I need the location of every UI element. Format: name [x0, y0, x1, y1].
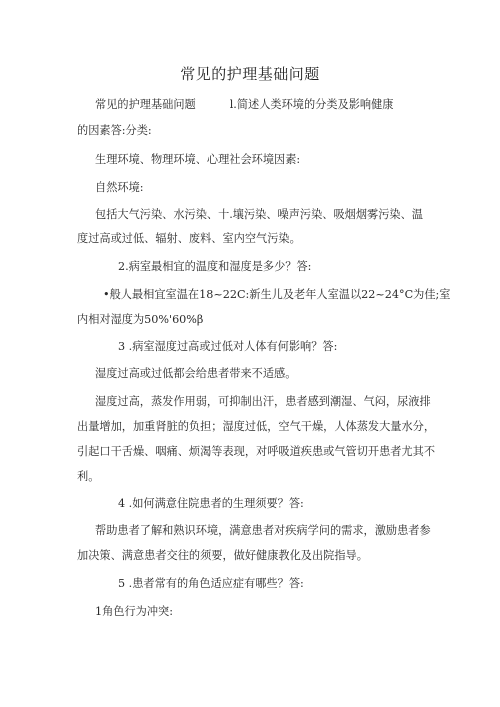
paragraph-line: 的因素答:分类: [77, 124, 152, 137]
paragraph-line: 出量增加，加重肾脏的负担；湿度过低，空气干燥，人体蒸发大量水分， [77, 420, 436, 433]
question-heading: 3 .病室湿度过高或过低对人体有何影响？答: [118, 340, 338, 353]
question-heading: 5 .患者常有的角色适应症有哪些？答: [118, 577, 304, 590]
question-text: l.简述人类环境的分类及影响健康 [229, 98, 394, 111]
paragraph-line: 加决策、满意患者交往的须要，做好健康教化及出院指导。 [77, 549, 368, 562]
paragraph-line: 内相对湿度为50%'60%β [77, 313, 204, 326]
document-title: 常见的护理基础问题 [180, 65, 320, 83]
paragraph-line: 利。 [77, 470, 100, 483]
paragraph-line: 湿度过高，蒸发作用弱，可抑制出汗，患者感到潮湿、气闷，尿液排 [95, 395, 431, 408]
paragraph-line: 度过高或过低、辐射、废料、室内空气污染。 [77, 232, 301, 245]
paragraph-line: 生理环境、物理环境、心理社会环境因素: [95, 153, 301, 166]
paragraph-line: 湿度过高或过低都会给患者带来不适感。 [95, 367, 297, 380]
paragraph-line: 自然环境: [95, 181, 144, 194]
paragraph-line: 1角色行为冲突: [95, 605, 174, 618]
paragraph-line: 引起口干舌燥、咽痛、烦渴等表现，对呼吸道疾患或气管切开患者尤其不 [77, 445, 436, 458]
paragraph-line: 帮助患者了解和熟识环境，满意患者对疾病学问的需求，激励患者参 [95, 524, 431, 537]
question-heading: 2.病室最相宜的温度和湿度是多少？答: [118, 260, 312, 273]
question-heading: 4 .如何满意住院患者的生理须要？答: [118, 497, 304, 510]
inline-heading: 常见的护理基础问题 [95, 98, 196, 111]
paragraph-line [95, 98, 393, 112]
paragraph-line: 包括大气污染、水污染、十.壤污染、噪声污染、吸烟烟雾污染、温 [95, 208, 423, 221]
paragraph-line: •般人最相宜室温在18~22C:新生儿及老年人室温以22~24°C为佳;室 [103, 288, 451, 301]
